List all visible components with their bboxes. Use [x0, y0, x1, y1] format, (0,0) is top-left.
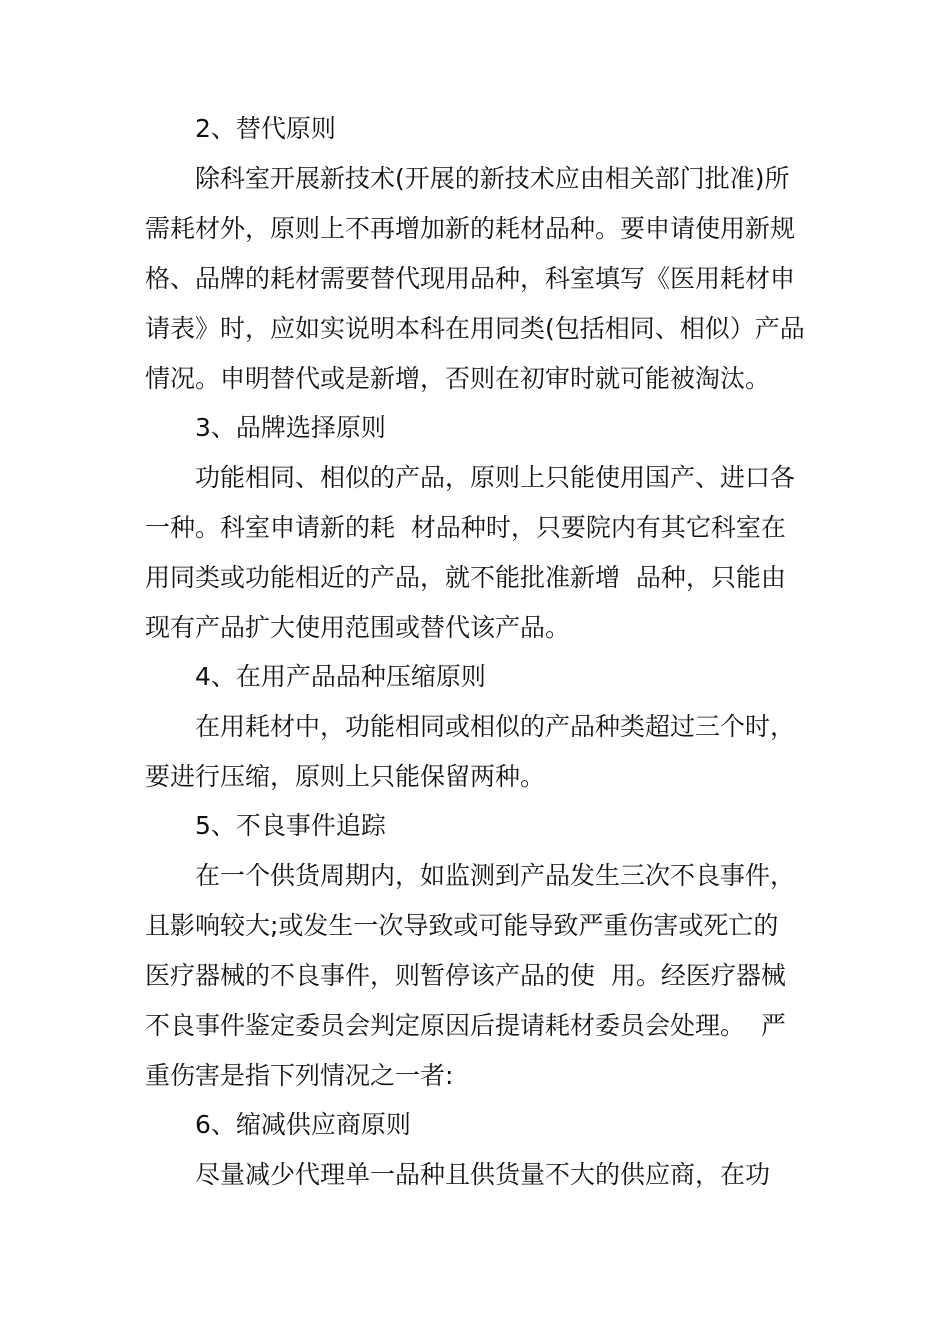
section-heading-4: 4、在用产品品种压缩原则 — [195, 662, 486, 691]
paragraph-line: 用同类或功能相近的产品，就不能批准新增 品种，只能由 — [145, 563, 786, 592]
paragraph-line: 尽量减少代理单一品种且供货量不大的供应商，在功 — [195, 1160, 771, 1189]
section-heading-5: 5、不良事件追踪 — [195, 811, 386, 840]
paragraph-line: 格、品牌的耗材需要替代现用品种，科室填写《医用耗材申 — [145, 264, 796, 293]
paragraph-line: 要进行压缩，原则上只能保留两种。 — [145, 762, 546, 791]
paragraph-line: 情况。申明替代或是新增，否则在初审时就可能被淘汰。 — [145, 364, 771, 393]
paragraph-line: 且影响较大;或发生一次导致或可能导致严重伤害或死亡的 — [145, 911, 779, 940]
section-heading-2: 2、替代原则 — [195, 114, 336, 143]
paragraph-line: 需耗材外，原则上不再增加新的耗材品种。要申请使用新规 — [145, 214, 796, 243]
paragraph-line: 除科室开展新技术(开展的新技术应由相关部门批准)所 — [195, 164, 790, 193]
paragraph-line: 不良事件鉴定委员会判定原因后提请耗材委员会处理。 严 — [145, 1011, 786, 1040]
paragraph-line: 功能相同、相似的产品，原则上只能使用国产、进口各 — [195, 463, 796, 492]
paragraph-line: 医疗器械的不良事件，则暂停该产品的使 用。经医疗器械 — [145, 961, 786, 990]
paragraph-line: 重伤害是指下列情况之一者: — [145, 1061, 454, 1090]
paragraph-line: 请表》时，应如实说明本科在用同类(包括相同、相似）产品 — [145, 314, 805, 343]
paragraph-line: 在用耗材中，功能相同或相似的产品种类超过三个时， — [195, 712, 796, 741]
paragraph-line: 现有产品扩大使用范围或替代该产品。 — [145, 613, 571, 642]
section-heading-6: 6、缩减供应商原则 — [195, 1110, 411, 1139]
section-heading-3: 3、品牌选择原则 — [195, 413, 386, 442]
paragraph-line: 一种。科室申请新的耗 材品种时，只要院内有其它科室在 — [145, 513, 786, 542]
paragraph-line: 在一个供货周期内，如监测到产品发生三次不良事件， — [195, 861, 796, 890]
